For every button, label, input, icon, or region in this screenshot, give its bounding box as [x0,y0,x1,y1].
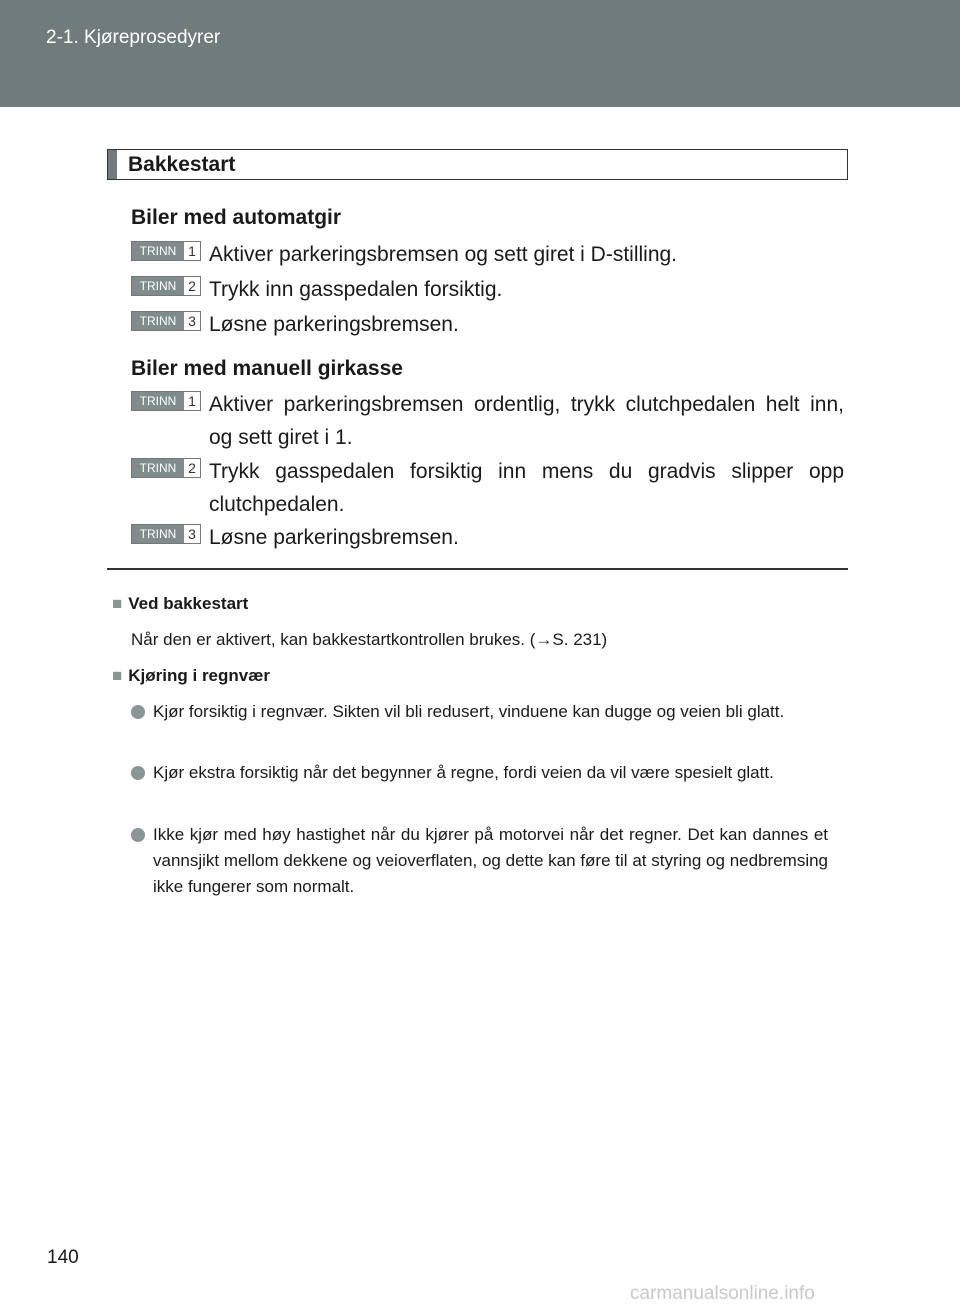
step-badge [131,241,201,261]
step-badge [131,524,201,544]
chapter-title: 2-1. Kjøreprosedyrer [46,27,221,48]
step-badge-label: TRINN [132,392,184,410]
rain-bullet-1 [131,699,828,725]
step-badge-number: 1 [184,242,200,260]
step-badge-number: 3 [184,525,200,543]
step-badge-label: TRINN [132,312,184,330]
step-badge [131,311,201,331]
page-reference-link[interactable]: S. 231) [552,630,608,649]
section-divider [107,568,848,570]
step-badge [131,276,201,296]
step-badge-label: TRINN [132,277,184,295]
automatic-step-2 [131,273,844,306]
watermark: carmanualsonline.info [630,1283,815,1304]
circle-bullet-icon [131,705,145,719]
note-heading-rain [112,666,270,686]
rain-bullet-3 [131,822,828,900]
note-body-text: Når den er aktivert, kan bakkestartkontrollen brukes. ( [131,630,536,649]
page-number: 140 [47,1247,79,1268]
step-text: Aktiver parkeringsbremsen og sett giret i D-stilling. [209,243,678,266]
step-badge-label: TRINN [132,459,184,477]
square-bullet-icon: ■ [112,666,123,685]
note-body-hill-start [131,627,828,653]
automatic-step-1 [131,238,844,271]
step-badge-number: 1 [184,392,200,410]
step-badge [131,391,201,411]
section-title: Bakkestart [128,153,236,176]
rain-bullet-2 [131,760,828,786]
step-text: Aktiver parkeringsbremsen ordentlig, trykk clutchpedalen helt inn, og sett giret i 1. [209,393,844,449]
automatic-step-3 [131,308,844,341]
step-badge-number: 3 [184,312,200,330]
automatic-heading: Biler med automatgir [131,206,342,229]
bullet-text: Kjør ekstra forsiktig når det begynner å regne, fordi veien da vil være spesielt glatt. [153,763,774,782]
step-text: Løsne parkeringsbremsen. [209,526,459,549]
note-heading-hill-start [112,594,248,614]
section-title-box [107,149,848,180]
step-badge-number: 2 [184,459,200,477]
manual-step-2 [131,455,844,521]
bullet-text: Kjør forsiktig i regnvær. Sikten vil bli redusert, vinduene kan dugge og veien bli glatt. [153,702,785,721]
arrow-right-icon: → [535,630,553,649]
step-text: Trykk inn gasspedalen forsiktig. [209,278,503,301]
step-badge-label: TRINN [132,525,184,543]
step-text: Trykk gasspedalen forsiktig inn mens du gradvis slipper opp clutchpedalen. [209,460,844,516]
square-bullet-icon: ■ [112,594,123,613]
step-badge [131,458,201,478]
manual-heading: Biler med manuell girkasse [131,357,403,380]
manual-step-1 [131,388,844,454]
step-badge-label: TRINN [132,242,184,260]
bullet-text: Ikke kjør med høy hastighet når du kjører på motorvei når det regner. Det kan dannes et vannsjikt mellom dekkene og veioverflaten, og dette kan føre til at styring og nedbremsing ikke fungerer som normalt. [153,825,828,896]
manual-step-3 [131,521,844,554]
step-text: Løsne parkeringsbremsen. [209,313,459,336]
section-title-accent-bar [108,150,117,179]
note-heading-text: Kjøring i regnvær [128,666,270,685]
circle-bullet-icon [131,766,145,780]
note-heading-text: Ved bakkestart [128,594,249,613]
step-badge-number: 2 [184,277,200,295]
chapter-header-band [0,0,960,107]
circle-bullet-icon [131,828,145,842]
